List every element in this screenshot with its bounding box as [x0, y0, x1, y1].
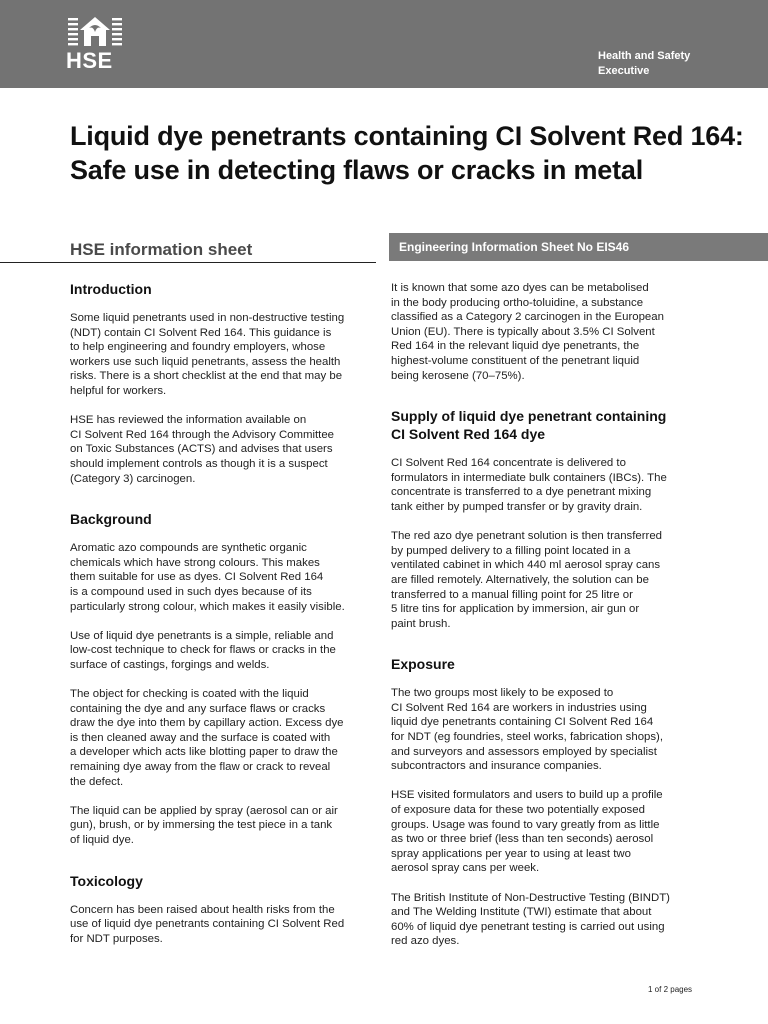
text-line: workers use such liquid penetrants, assess the health	[70, 355, 341, 368]
text-line: on Toxic Substances (ACTS) and advises that users	[70, 443, 333, 456]
text-line: helpful for workers.	[70, 384, 167, 397]
text-line: in the body producing ortho-toluidine, a substance	[391, 296, 644, 309]
text-line: is a compound used in such dyes because of its	[70, 585, 312, 598]
text-line: 60% of liquid dye penetrant testing is carried out using	[391, 920, 665, 933]
text-line: for NDT purposes.	[70, 932, 163, 945]
paragraph	[391, 891, 699, 949]
left-column	[70, 280, 378, 946]
text-line: and surveyors and assessors employed by specialist	[391, 745, 657, 758]
text-line: remaining dye away from the flaw or crack to reveal	[70, 761, 331, 774]
text-line: HSE visited formulators and users to build up a profile	[391, 789, 663, 802]
text-line: being kerosene (70–75%).	[391, 369, 525, 382]
text-line: are filled remotely. Alternatively, the solution can be	[391, 573, 649, 586]
text-line: them suitable for use as dyes. CI Solvent Red 164	[70, 571, 324, 584]
text-line: and The Welding Institute (TWI) estimate that about	[391, 906, 652, 919]
text-line: ventilated cabinet in which 440 ml aerosol spray cans	[391, 559, 661, 572]
paragraph	[70, 804, 378, 848]
text-line: liquid dye penetrants containing CI Solvent Red 164	[391, 716, 654, 729]
paragraph	[70, 541, 378, 614]
paragraph	[70, 903, 378, 947]
text-line: Concern has been raised about health risks from the	[70, 903, 335, 916]
text-line: use of liquid dye penetrants containing CI Solvent Red	[70, 918, 345, 931]
paragraph	[391, 529, 699, 631]
text-line: It is known that some azo dyes can be metabolised	[391, 282, 649, 294]
text-line: for NDT (eg foundries, steel works, fabrication shops),	[391, 731, 664, 744]
paragraph	[391, 788, 699, 876]
page-title	[70, 119, 750, 187]
section-heading-supply	[391, 407, 699, 443]
divider	[0, 262, 376, 263]
text-line: should implement controls as though it is a suspect	[70, 457, 328, 470]
eis-banner	[389, 233, 768, 261]
text-line: Supply of liquid dye penetrant containing	[391, 408, 667, 425]
right-column	[391, 281, 699, 949]
text-line: The British Institute of Non-Destructive Testing (BINDT)	[391, 891, 670, 904]
page-number: 1 of 2 pages	[648, 985, 693, 994]
text-line: (NDT) contain CI Solvent Red 164. This guidance is	[70, 326, 332, 339]
paragraph	[391, 281, 699, 383]
text-line: transferred to a manual filling point for 25 litre or	[391, 588, 633, 601]
text-line: subcontractors and insurance companies.	[391, 760, 602, 773]
paragraph	[391, 456, 699, 514]
text-line: Some liquid penetrants used in non-destructive testing	[70, 312, 345, 324]
text-line: particularly strong colour, which makes it easily visible.	[70, 600, 345, 613]
text-line: Union (EU). There is typically about 3.5% CI Solvent	[391, 325, 655, 338]
paragraph	[391, 686, 699, 774]
text-line: is then cleaned away and the surface is coated with	[70, 731, 331, 744]
section-heading-toxicology: Toxicology	[70, 872, 143, 889]
paragraph	[70, 413, 378, 486]
text-line: (Category 3) carcinogen.	[70, 472, 196, 485]
section-heading-exposure: Exposure	[391, 656, 455, 673]
text-line: formulators in intermediate bulk containers (IBCs). The	[391, 471, 667, 484]
text-line: aerosol spray cans per week.	[391, 862, 540, 875]
text-line: of liquid dye.	[70, 834, 134, 846]
text-line: the defect.	[70, 775, 124, 788]
text-line: surface of castings, forgings and welds.	[70, 658, 270, 671]
text-line: a developer which acts like blotting paper to draw the	[70, 746, 338, 759]
text-line: CI Solvent Red 164 are workers in industries using	[391, 701, 647, 714]
org-name-line: Executive	[598, 65, 650, 77]
text-line: to help engineering and foundry employers, whose	[70, 341, 326, 354]
text-line: CI Solvent Red 164 through the Advisory Committee	[70, 428, 335, 441]
section-heading-introduction: Introduction	[70, 281, 152, 297]
text-line: HSE has reviewed the information available on	[70, 414, 307, 427]
paragraph	[70, 311, 378, 399]
paragraph	[70, 629, 378, 673]
text-line: low-cost technique to check for flaws or cracks in the	[70, 644, 336, 657]
org-name-line: Health and Safety	[598, 50, 691, 62]
organisation-name	[598, 49, 748, 79]
eis-label: Engineering Information Sheet No EIS46	[399, 240, 630, 254]
section-heading-background: Background	[70, 511, 152, 528]
text-line: of exposure data for these two potentially exposed	[391, 804, 645, 817]
text-line: tank either by pumped transfer or by gravity drain.	[391, 500, 643, 513]
header-bar	[0, 0, 768, 88]
title-line: Safe use in detecting flaws or cracks in metal	[70, 155, 644, 185]
text-line: containing the dye and any surface flaws or cracks	[70, 702, 326, 715]
text-line: concentrate is transferred to a dye penetrant mixing	[391, 486, 652, 499]
text-line: The liquid can be applied by spray (aerosol can or air	[70, 804, 338, 817]
text-line: gun), brush, or by immersing the test piece in a tank	[70, 819, 333, 832]
text-line: CI Solvent Red 164 dye	[391, 426, 546, 443]
text-line: Aromatic azo compounds are synthetic organic	[70, 542, 307, 555]
text-line: CI Solvent Red 164 concentrate is delivered to	[391, 457, 626, 470]
text-line: The red azo dye penetrant solution is then transferred	[391, 530, 663, 543]
text-line: highest-volume constituent of the penetrant liquid	[391, 354, 640, 367]
text-line: risks. There is a short checklist at the end that may be	[70, 370, 343, 383]
paragraph	[70, 687, 378, 789]
text-line: paint brush.	[391, 617, 451, 630]
hse-crest-icon	[66, 16, 124, 50]
text-line: as two or three brief (less than ten seconds) aerosol	[391, 833, 654, 846]
text-line: spray applications per year to using at least two	[391, 847, 631, 860]
hse-logo	[66, 16, 124, 72]
text-line: draw the dye into them by capillary action. Excess dye	[70, 717, 344, 730]
text-line: The two groups most likely to be exposed to	[391, 687, 614, 700]
text-line: Use of liquid dye penetrants is a simple, reliable and	[70, 629, 334, 642]
hse-logo-text: HSE	[66, 48, 113, 73]
text-line: classified as a Category 2 carcinogen in the European	[391, 311, 664, 324]
text-line: The object for checking is coated with the liquid	[70, 688, 309, 701]
text-line: by pumped delivery to a filling point located in a	[391, 544, 631, 557]
text-line: chemicals which have strong colours. This makes	[70, 556, 320, 569]
text-line: red azo dyes.	[391, 935, 460, 948]
info-sheet-label: HSE information sheet	[70, 240, 253, 259]
text-line: Red 164 in the relevant liquid dye penetrants, the	[391, 340, 640, 353]
text-line: groups. Usage was found to vary greatly from as little	[391, 818, 660, 831]
text-line: 5 litre tins for application by immersion, air gun or	[391, 603, 640, 616]
title-line: Liquid dye penetrants containing CI Solvent Red 164:	[70, 121, 744, 151]
